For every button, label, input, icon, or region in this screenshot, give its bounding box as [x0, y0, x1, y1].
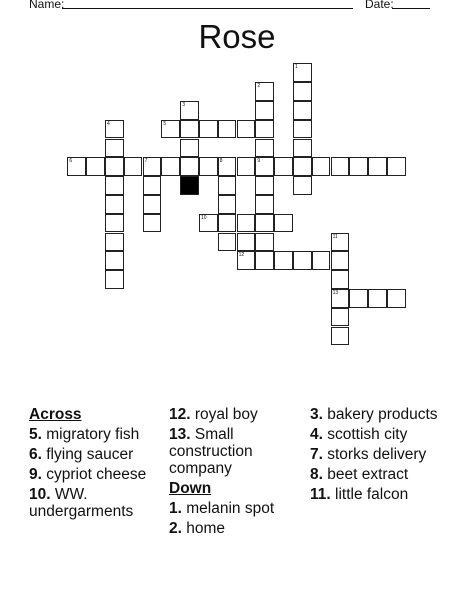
grid-cell[interactable] — [218, 120, 237, 139]
grid-cell[interactable] — [255, 82, 274, 101]
clue-number-label: 7. — [310, 446, 323, 463]
grid-cell[interactable] — [312, 157, 331, 176]
grid-cell[interactable] — [105, 233, 124, 252]
grid-cell[interactable] — [274, 251, 293, 270]
clue-number-label: 3. — [310, 406, 323, 423]
grid-cell[interactable] — [293, 63, 312, 82]
grid-cell[interactable] — [255, 157, 274, 176]
clue-number-label: 6. — [29, 446, 42, 463]
grid-cell[interactable] — [237, 214, 256, 233]
clue-item — [169, 520, 304, 537]
grid-cell[interactable] — [255, 233, 274, 252]
across-heading: Across — [29, 406, 82, 423]
grid-cell[interactable] — [124, 157, 143, 176]
grid-cell[interactable] — [218, 176, 237, 195]
date-label: Date: — [365, 0, 394, 11]
clue-number-label: 9. — [29, 466, 42, 483]
grid-cell[interactable] — [387, 289, 406, 308]
clue-number-label: 4. — [310, 426, 323, 443]
grid-cell[interactable] — [331, 289, 350, 308]
clue-text: storks delivery — [322, 446, 427, 463]
clue-item — [169, 426, 304, 477]
grid-cell[interactable] — [293, 120, 312, 139]
clue-number: 6 — [69, 158, 73, 165]
grid-cell[interactable] — [105, 270, 124, 289]
grid-cell[interactable] — [293, 157, 312, 176]
grid-cell[interactable] — [293, 251, 312, 270]
grid-cell[interactable] — [218, 214, 237, 233]
clue-number-label: 11. — [310, 486, 331, 503]
clue-number-label: 10. — [29, 486, 51, 503]
grid-cell[interactable] — [143, 176, 162, 195]
clue-number-label: 2. — [169, 520, 182, 537]
grid-cell[interactable] — [331, 157, 350, 176]
clue-number: 5 — [163, 120, 167, 127]
clue-number-label: 8. — [310, 466, 323, 483]
clue-text: home — [181, 520, 226, 537]
clue-text: bakery products — [322, 406, 438, 423]
grid-cell[interactable] — [180, 157, 199, 176]
grid-cell[interactable] — [255, 214, 274, 233]
clue-item — [29, 466, 164, 483]
clue-text: melanin spot — [181, 500, 275, 517]
clue-item — [310, 486, 450, 503]
clue-number-label: 5. — [29, 426, 42, 443]
clue-text: flying saucer — [41, 446, 134, 463]
clue-text: royal boy — [190, 406, 258, 423]
clue-number: 3 — [182, 102, 185, 108]
grid-cell[interactable] — [237, 157, 256, 176]
grid-cell[interactable] — [218, 195, 237, 214]
clue-number: 1 — [295, 64, 298, 71]
grid-cell[interactable] — [368, 157, 387, 176]
clue-number: 13 — [332, 290, 339, 296]
clue-item — [29, 446, 164, 463]
grid-cell[interactable] — [180, 101, 199, 120]
grid-cell[interactable] — [255, 195, 274, 214]
clue-number-label: 1. — [169, 500, 182, 517]
grid-cell[interactable] — [105, 251, 124, 270]
grid-cell[interactable] — [161, 157, 180, 176]
grid-cell[interactable] — [199, 157, 218, 176]
clue-item — [29, 426, 164, 443]
clue-text: scottish city — [322, 426, 408, 443]
page-title: Rose — [198, 18, 276, 55]
grid-cell[interactable] — [199, 214, 218, 233]
grid-cell[interactable] — [274, 157, 293, 176]
grid-cell[interactable] — [293, 101, 312, 120]
clue-text: cypriot cheese — [41, 466, 147, 483]
grid-cell[interactable] — [86, 157, 105, 176]
grid-cell[interactable] — [161, 120, 180, 139]
clue-item — [310, 446, 450, 463]
name-label: Name: — [29, 0, 65, 11]
grid-cell[interactable] — [143, 195, 162, 214]
clue-number: 2 — [257, 83, 261, 90]
down-heading: Down — [169, 480, 212, 497]
clue-text: WW. undergarments — [29, 486, 134, 520]
clue-number: 11 — [332, 233, 338, 240]
grid-cell[interactable] — [349, 157, 368, 176]
grid-cell[interactable] — [180, 139, 199, 158]
grid-cell[interactable] — [331, 233, 350, 252]
clue-text: little falcon — [330, 486, 409, 503]
clue-number: 12 — [238, 252, 245, 259]
grid-cell[interactable] — [255, 101, 274, 120]
clue-item — [29, 486, 164, 520]
grid-cell[interactable] — [105, 120, 124, 139]
grid-cell[interactable] — [105, 176, 124, 195]
clue-number: 10 — [201, 214, 207, 221]
grid-cell[interactable] — [331, 251, 350, 270]
clue-number: 9 — [257, 158, 261, 165]
clue-text: migratory fish — [41, 426, 140, 443]
clue-number: 8 — [219, 158, 223, 165]
grid-cell[interactable] — [349, 289, 368, 308]
grid-cell[interactable] — [274, 214, 293, 233]
grid-cell[interactable] — [218, 233, 237, 252]
grid-cell[interactable] — [105, 214, 124, 233]
grid-cell[interactable] — [105, 157, 124, 176]
clues-column-1 — [29, 406, 164, 523]
black-cell — [180, 176, 199, 195]
grid-cell[interactable] — [237, 251, 256, 270]
grid-cell[interactable] — [255, 139, 274, 158]
clue-item — [310, 406, 450, 423]
clue-item — [169, 406, 304, 423]
grid-cell[interactable] — [143, 157, 162, 176]
grid-cell[interactable] — [199, 120, 218, 139]
clues-column-2 — [169, 406, 304, 540]
grid-cell[interactable] — [331, 327, 350, 346]
grid-cell[interactable] — [255, 120, 274, 139]
grid-cell[interactable] — [143, 214, 162, 233]
grid-cell[interactable] — [312, 251, 331, 270]
grid-cell[interactable] — [331, 270, 350, 289]
grid-cell[interactable] — [105, 195, 124, 214]
clue-number-label: 12. — [169, 406, 191, 423]
grid-cell[interactable] — [368, 289, 387, 308]
grid-cell[interactable] — [105, 139, 124, 158]
grid-cell[interactable] — [218, 157, 237, 176]
clue-text: Small construction company — [169, 426, 253, 477]
clue-text: beet extract — [322, 466, 409, 483]
grid-cell[interactable] — [293, 139, 312, 158]
grid-cell[interactable] — [67, 157, 86, 176]
clue-number-label: 13. — [169, 426, 191, 443]
grid-cell[interactable] — [237, 120, 256, 139]
clue-number: 7 — [144, 158, 148, 165]
grid-cell[interactable] — [237, 233, 256, 252]
clues-column-3 — [310, 406, 450, 506]
clue-number: 4 — [107, 120, 110, 127]
clue-item — [310, 466, 450, 483]
grid-cell[interactable] — [387, 157, 406, 176]
grid-cell[interactable] — [180, 120, 199, 139]
clue-item — [310, 426, 450, 443]
grid-cell[interactable] — [255, 176, 274, 195]
grid-cell[interactable] — [331, 308, 350, 327]
grid-cell[interactable] — [293, 176, 312, 195]
grid-cell[interactable] — [255, 251, 274, 270]
clue-item — [169, 500, 304, 517]
grid-cell[interactable] — [293, 82, 312, 101]
